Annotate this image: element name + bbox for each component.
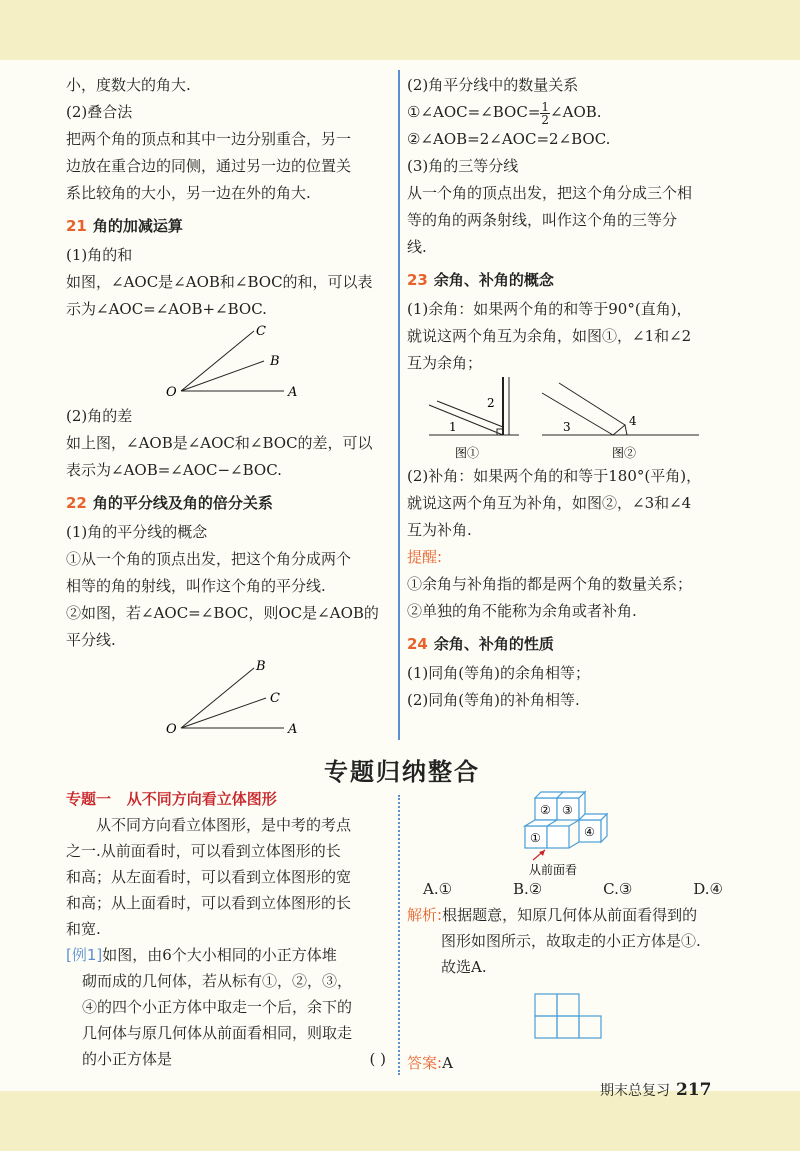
figure-1-caption: 图① (455, 446, 480, 460)
text-line: 互为补角. (407, 521, 472, 539)
text-line: 就说这两个角互为余角，如图①，∠1和∠2 (407, 327, 692, 345)
analysis-label: 解析: (407, 906, 443, 924)
section-number: 21 (66, 217, 87, 235)
answer-column (407, 790, 737, 1076)
cube-label-1: ① (530, 831, 541, 845)
label-a: A (288, 385, 298, 400)
view-arrowhead (539, 850, 545, 856)
grid-cell (579, 1016, 601, 1038)
text-line: 和宽. (66, 920, 101, 938)
text-line: ②如图，若∠AOC=∠BOC，则OC是∠AOB的 (66, 604, 379, 622)
section-23-heading (407, 267, 737, 294)
text-line: 故选A. (441, 958, 487, 976)
topic-title: 从不同方向看立体图形 (126, 790, 277, 808)
column-divider-top (398, 70, 400, 740)
text-line: 示为∠AOC=∠AOB+∠BOC. (66, 300, 267, 318)
text-line: 等的角的两条射线，叫作这个角的三等分 (407, 211, 678, 229)
ray-3 (542, 393, 613, 435)
figure-2-caption: 图② (612, 446, 637, 460)
answer-line (407, 1050, 737, 1076)
cube-edge (569, 820, 579, 826)
column-divider-bottom (398, 795, 400, 1075)
front-view-grid (407, 980, 737, 1050)
text-line: (1)角的和 (66, 246, 133, 264)
page-footer (600, 1080, 760, 1100)
grid-cell (535, 1016, 557, 1038)
text-part: 如图，由6个大小相同的小正方体堆 (102, 946, 337, 964)
text-line: 几何体与原几何体从前面看相同，则取走 (82, 1024, 353, 1042)
text-line: 相等的角的射线，叫作这个角的平分线. (66, 577, 326, 595)
angle-3-label: 3 (563, 420, 571, 434)
text-line: ④的四个小正方体中取走一个后，余下的 (82, 998, 353, 1016)
text-line: 如图，∠AOC是∠AOB和∠BOC的和，可以表 (66, 273, 373, 291)
example-label: [例1] (66, 946, 103, 964)
footer-section: 期末总复习 (600, 1083, 670, 1099)
text-part: 的小正方体是 (82, 1050, 173, 1068)
ray-oc (181, 331, 254, 391)
example-question (66, 942, 386, 968)
label-c: C (256, 324, 266, 339)
text-line: 互为余角； (407, 354, 483, 372)
page-number: 217 (676, 1080, 712, 1100)
fraction-denominator: 2 (541, 112, 550, 127)
cube-figure (407, 790, 737, 876)
section-number: 22 (66, 494, 87, 512)
text-line: (2)角的差 (66, 407, 133, 425)
text-line: ①余角与补角指的都是两个角的数量关系； (407, 575, 693, 593)
fraction-half (540, 101, 550, 126)
angle-2-label: 2 (487, 396, 495, 410)
cube-label-2: ② (540, 803, 551, 817)
ray-3-tip (613, 425, 627, 435)
option-a: A.① (423, 880, 453, 898)
tip-label: 提醒: (407, 548, 443, 566)
label-b: B (256, 659, 266, 674)
label-b: B (270, 354, 280, 369)
text-line: 边放在重合边的同侧，通过另一边的位置关 (66, 157, 352, 175)
angle-bisector-diagram (66, 654, 386, 734)
text-line: ①从一个角的顶点出发，把这个角分成两个 (66, 550, 352, 568)
front-view-figure (407, 980, 737, 1050)
text-line: 小，度数大的角大. (66, 76, 191, 94)
text-line: 砌而成的几何体，若从标有①，②，③， (82, 972, 353, 990)
text-part: 根据题意，知原几何体从前面看得到的 (442, 906, 698, 924)
cube-edge (569, 842, 579, 848)
text-line: 把两个角的顶点和其中一边分别重合，另一 (66, 130, 352, 148)
text-line: 线. (407, 238, 427, 256)
ray-ob (181, 668, 254, 728)
section-22-heading (66, 490, 386, 517)
text-line: 和高；从上面看时，可以看到立体图形的长 (66, 894, 352, 912)
text-line: (1)同角(等角)的余角相等； (407, 664, 590, 682)
cube-1-top (525, 820, 557, 826)
text-line: 从不同方向看立体图形，是中考的考点 (96, 816, 352, 834)
text-line: (2)叠合法 (66, 103, 133, 121)
text-line: 就说这两个角互为补角，如图②，∠3和∠4 (407, 494, 692, 512)
complementary-figures (407, 377, 737, 463)
section-title: 余角、补角的概念 (433, 271, 554, 289)
angle-sum-figure (66, 323, 386, 403)
text-line: (2)角平分线中的数量关系 (407, 76, 579, 94)
text-line: 和高；从左面看时，可以看到立体图形的宽 (66, 868, 352, 886)
cube-label-3: ③ (562, 803, 573, 817)
text-line: 之一.从前面看时，可以看到立体图形的长 (66, 842, 341, 860)
answer-options (407, 876, 723, 902)
option-c: C.③ (603, 880, 633, 898)
text-line: 图形如图所示，故取走的小正方体是①. (441, 932, 701, 950)
topic-1-heading (66, 786, 386, 812)
answer-value: A (442, 1054, 453, 1072)
grid-cell (557, 1016, 579, 1038)
text-line: 系比较角的大小，另一边在外的角大. (66, 184, 311, 202)
ray-oc (181, 698, 266, 728)
angle-sum-diagram (66, 323, 386, 403)
text-line-fraction (407, 99, 737, 126)
section-number: 24 (407, 635, 428, 653)
section-title: 角的平分线及角的倍分关系 (92, 494, 273, 512)
angle-1-label: 1 (449, 420, 457, 434)
text-line: ②单独的角不能称为余角或者补角. (407, 602, 637, 620)
topic-label: 专题一 (66, 790, 112, 808)
cube-label-4: ④ (584, 825, 595, 839)
bottom-band (0, 1091, 800, 1151)
text-line: 平分线. (66, 631, 116, 649)
cube-mid-front (547, 826, 569, 848)
label-a: A (288, 722, 298, 734)
label-o: O (166, 722, 177, 734)
front-view-label: 从前面看 (529, 863, 578, 876)
text-line: ②∠AOB=2∠AOC=2∠BOC. (407, 130, 611, 148)
section-title: 余角、补角的性质 (433, 635, 554, 653)
option-b: B.② (512, 880, 543, 898)
ray-3-edge (559, 383, 625, 425)
answer-label: 答案: (407, 1054, 443, 1072)
section-21-heading (66, 213, 386, 240)
grid-cell (557, 994, 579, 1016)
answer-blank: ( ) (369, 1050, 386, 1068)
right-column (407, 72, 737, 714)
left-column (66, 72, 386, 734)
section-24-heading (407, 631, 737, 658)
text-line: 从一个角的顶点出发，把这个角分成三个相 (407, 184, 693, 202)
topic-1-column (66, 786, 386, 1072)
angle-bisector-figure (66, 654, 386, 734)
section-title: 角的加减运算 (92, 217, 183, 235)
text-line: (2)补角：如果两个角的和等于180°(平角)， (407, 467, 702, 485)
text-line: 如上图，∠AOB是∠AOC和∠BOC的差，可以 (66, 434, 373, 452)
fraction-numerator: 1 (541, 99, 550, 114)
cube-stack-diagram (407, 790, 737, 876)
text-line: (1)余角：如果两个角的和等于90°(直角)， (407, 300, 692, 318)
text-part: ①∠AOC=∠BOC= (407, 103, 541, 121)
grid-cell (535, 994, 557, 1016)
section-number: 23 (407, 271, 428, 289)
text-line: (1)角的平分线的概念 (66, 523, 208, 541)
complementary-supplementary-diagram (407, 377, 737, 463)
analysis-line (407, 902, 737, 928)
section-banner: 专题归纳整合 (324, 758, 480, 786)
label-c: C (270, 691, 280, 706)
angle-4-label: 4 (629, 414, 637, 428)
text-line: (3)角的三等分线 (407, 157, 519, 175)
text-line: 表示为∠AOB=∠AOC−∠BOC. (66, 461, 282, 479)
option-d: D.④ (693, 880, 723, 898)
ray-ob (181, 361, 264, 391)
label-o: O (166, 385, 177, 400)
text-line-with-blank (66, 1046, 386, 1072)
text-line: (2)同角(等角)的补角相等. (407, 691, 580, 709)
top-band (0, 0, 800, 60)
text-part: ∠AOB. (550, 103, 602, 121)
